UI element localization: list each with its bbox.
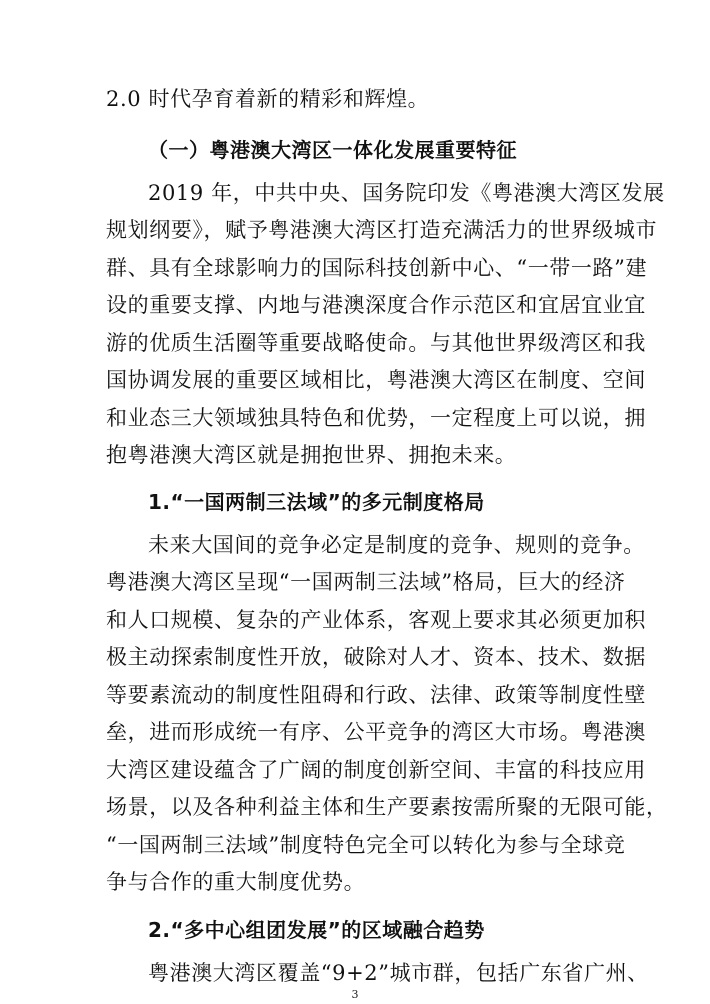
body-text-line: 和业态三大领域独具特色和优势，一定程度上可以说，拥: [106, 406, 646, 430]
subsection-heading: 2.“多中心组团发展”的区域融合趋势: [148, 918, 485, 942]
body-text-line: 游的优质生活圈等重要战略使命。与其他世界级湾区和我: [106, 331, 646, 355]
body-text-line: 极主动探索制度性开放，破除对人才、资本、技术、数据: [106, 645, 646, 669]
section-heading: （一）粤港澳大湾区一体化发展重要特征: [148, 138, 517, 162]
page-number: 3: [351, 988, 359, 1001]
paragraph-first-line: 粤港澳大湾区覆盖“9+2”城市群，包括广东省广州、: [148, 961, 649, 985]
subsection-heading: 1.“一国两制三法域”的多元制度格局: [148, 490, 485, 514]
body-text-line: 垒，进而形成统一有序、公平竞争的湾区大市场。粤港澳: [106, 720, 646, 744]
body-text-line: 2.0 时代孕育着新的精彩和辉煌。: [106, 87, 430, 111]
body-text-line: 和人口规模、复杂的产业体系，客观上要求其必须更加积: [106, 608, 646, 632]
paragraph-first-line: 2019 年，中共中央、国务院印发《粤港澳大湾区发展: [148, 181, 665, 205]
body-text-line: “一国两制三法域”制度特色完全可以转化为参与全球竞: [106, 833, 626, 857]
body-text-line: 设的重要支撑、内地与港澳深度合作示范区和宜居宜业宜: [106, 293, 646, 317]
body-text-line: 规划纲要》，赋予粤港澳大湾区打造充满活力的世界级城市: [106, 218, 658, 242]
body-text-line: 大湾区建设蕴含了广阔的制度创新空间、丰富的科技应用: [106, 758, 646, 782]
body-text-line: 等要素流动的制度性阻碍和行政、法律、政策等制度性壁: [106, 683, 646, 707]
body-text-line: 群、具有全球影响力的国际科技创新中心、“一带一路”建: [106, 256, 648, 280]
body-text-line: 国协调发展的重要区域相比，粤港澳大湾区在制度、空间: [106, 368, 646, 392]
body-text-line: 争与合作的重大制度优势。: [106, 870, 366, 894]
body-text-line: 粤港澳大湾区呈现“一国两制三法域”格局，巨大的经济: [106, 570, 626, 594]
body-text-line: 抱粤港澳大湾区就是拥抱世界、拥抱未来。: [106, 443, 517, 467]
body-text-line: 场景，以及各种利益主体和生产要素按需所聚的无限可能，: [106, 795, 668, 819]
paragraph-first-line: 未来大国间的竞争必定是制度的竞争、规则的竞争。: [148, 533, 645, 557]
